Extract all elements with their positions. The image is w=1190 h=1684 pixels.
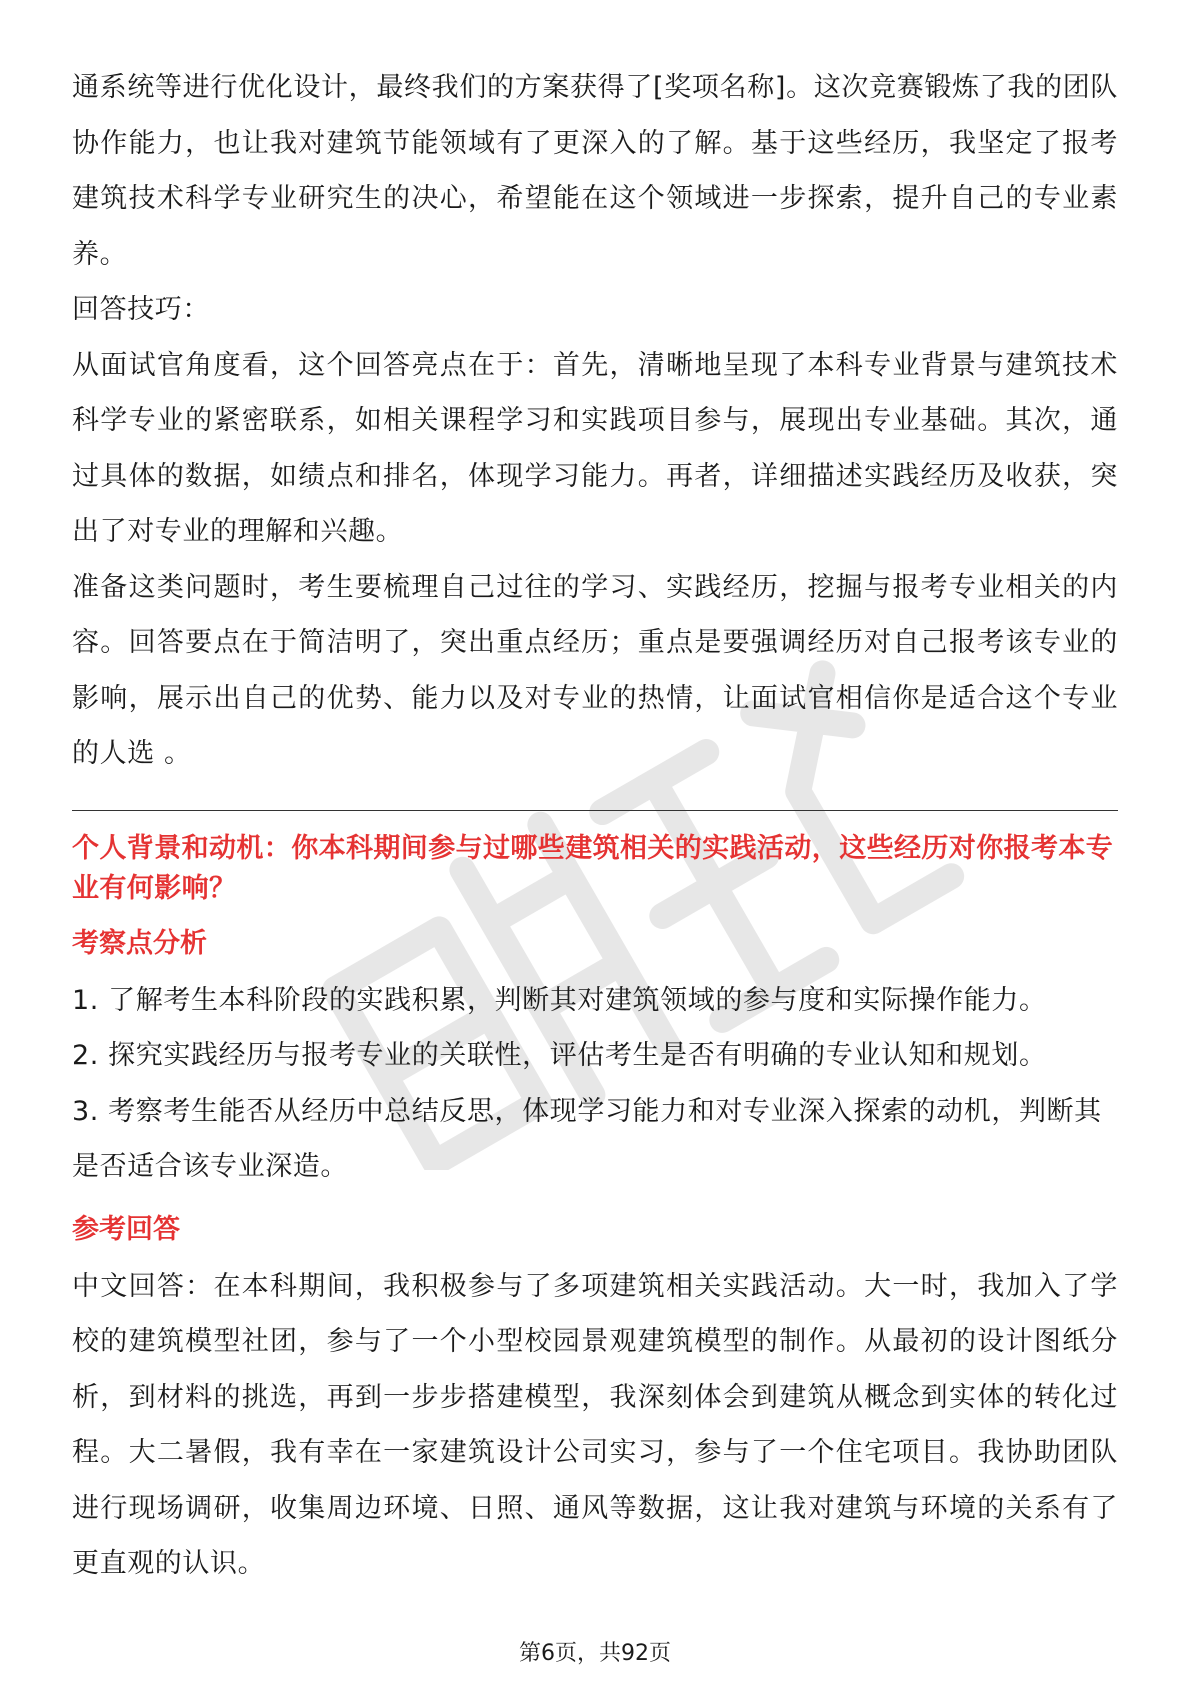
document-page <box>72 60 1118 1592</box>
tips-paragraph-2: 准备这类问题时，考生要梳理自己过往的学习、实践经历，挖掘与报考专业相关的内容。回答要点在于简洁明了，突出重点经历；重点是要强调经历对自己报考该专业的影响，展示出自己的优势、能力以及对专业的热情，让面试官相信你是适合这个专业的人选 。 <box>72 571 1118 769</box>
analysis-item-1: 1. 了解考生本科阶段的实践积累，判断其对建筑领域的参与度和实际操作能力。 <box>72 984 1047 1016</box>
tips-paragraph-1: 从面试官角度看，这个回答亮点在于：首先，清晰地呈现了本科专业背景与建筑技术科学专业的紧密联系，如相关课程学习和实践项目参与，展现出专业基础。其次，通过具体的数据，如绩点和排名，体现学习能力。再者，详细描述实践经历及收获，突出了对专业的理解和兴趣。 <box>72 349 1118 547</box>
analysis-item-2: 2. 探究实践经历与报考专业的关联性，评估考生是否有明确的专业认知和规划。 <box>72 1040 1047 1071</box>
page-footer: 第6页，共92页 <box>519 1641 671 1666</box>
section-divider <box>72 810 1118 811</box>
analysis-item-3: 3. 考察考生能否从经历中总结反思，体现学习能力和对专业深入探索的动机，判断其是否适合该专业深造。 <box>72 1095 1102 1182</box>
reference-paragraph: 中文回答：在本科期间，我积极参与了多项建筑相关实践活动。大一时，我加入了学校的建筑模型社团，参与了一个小型校园景观建筑模型的制作。从最初的设计图纸分析，到材料的挑选，再到一步步搭建模型，我深刻体会到建筑从概念到实体的转化过程。大二暑假，我有幸在一家建筑设计公司实习，参与了一个住宅项目。我协助团队进行现场调研，收集周边环境、日照、通风等数据，这让我对建筑与环境的关系有了更直观的认识。 <box>72 1270 1118 1579</box>
question-title: 个人背景和动机：你本科期间参与过哪些建筑相关的实践活动，这些经历对你报考本专业有何影响？ <box>72 832 1114 904</box>
analysis-heading: 考察点分析 <box>72 927 207 959</box>
reference-heading: 参考回答 <box>72 1213 180 1245</box>
continuation-paragraph: 通系统等进行优化设计，最终我们的方案获得了[奖项名称]。这次竞赛锻炼了我的团队协作能力，也让我对建筑节能领域有了更深入的了解。基于这些经历，我坚定了报考建筑技术科学专业研究生的决心，希望能在这个领域进一步探索，提升自己的专业素养。 <box>72 72 1118 270</box>
tips-label: 回答技巧： <box>72 294 210 325</box>
